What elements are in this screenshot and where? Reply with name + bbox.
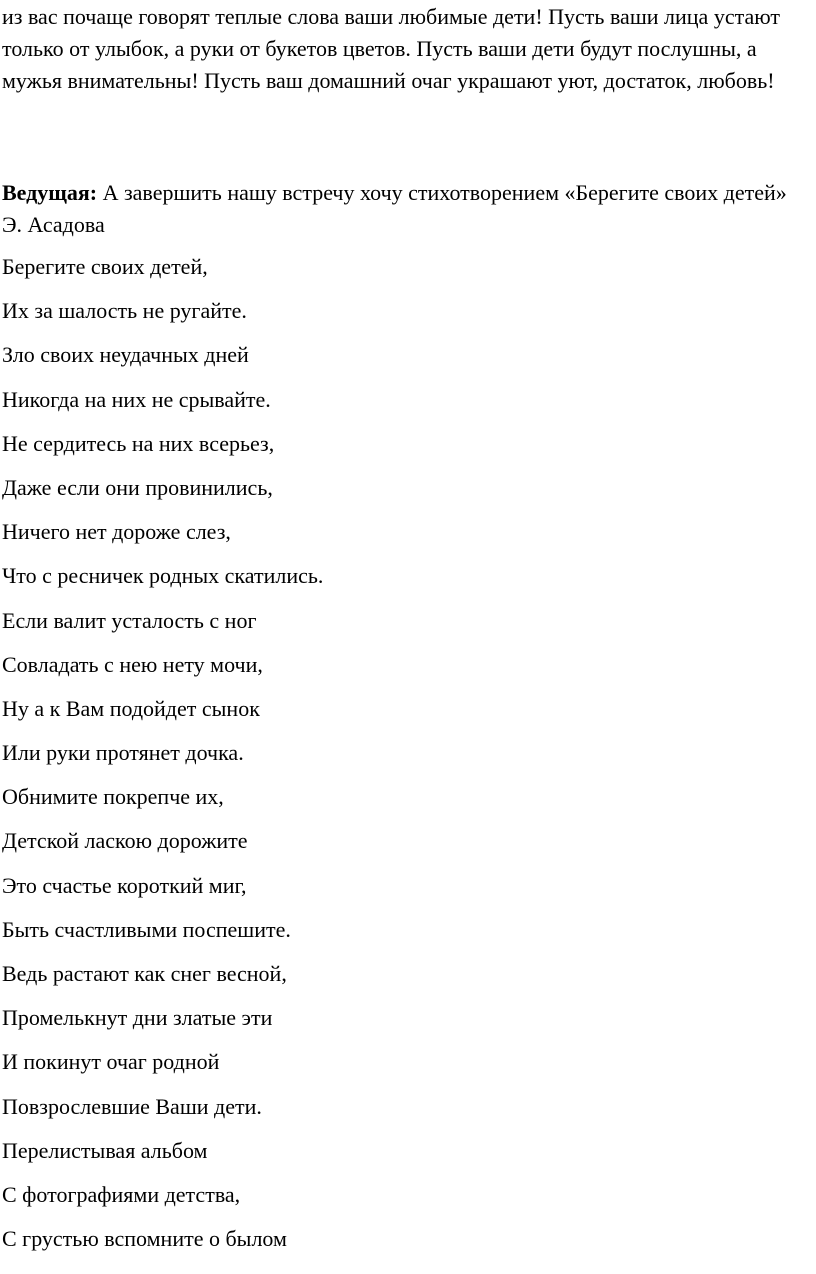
- poem-line: Зло своих неудачных дней: [2, 342, 249, 368]
- poem-line: И покинут очаг родной: [2, 1049, 220, 1075]
- poem-line: Или руки протянет дочка.: [2, 740, 244, 766]
- poem-line: С фотографиями детства,: [2, 1181, 241, 1207]
- poem-line: С грустью вспомните о былом: [2, 1226, 287, 1252]
- poem-line: Повзрослевшие Ваши дети.: [2, 1093, 262, 1119]
- poem-line: Перелистывая альбом: [2, 1137, 208, 1163]
- poem-line: Обнимите покрепче их,: [2, 784, 224, 810]
- poem-line: Ну а к Вам подойдет сынок: [2, 695, 260, 721]
- poem-line: Быть счастливыми поспешите.: [2, 916, 291, 942]
- host-speaker-label: Ведущая:: [2, 180, 98, 205]
- poem-line: Берегите своих детей,: [2, 254, 208, 279]
- poem-line: Совладать с нею нету мочи,: [2, 651, 263, 677]
- poem-line: Никогда на них не срывайте.: [2, 386, 271, 412]
- poem-line: Детской ласкою дорожите: [2, 828, 248, 854]
- poem-line: Ничего нет дороже слез,: [2, 519, 231, 545]
- host-paragraph: [2, 177, 812, 241]
- poem: [2, 251, 323, 1267]
- poem-line: Ведь растают как снег весной,: [2, 961, 287, 986]
- poem-line: Промелькнут дни златые эти: [2, 1005, 273, 1031]
- poem-line: Не сердитесь на них всерьез,: [2, 430, 275, 456]
- poem-line: Их за шалость не ругайте.: [2, 298, 247, 324]
- poem-line: Если валит усталость с ног: [2, 607, 257, 633]
- poem-line: Что с ресничек родных скатились.: [2, 563, 324, 589]
- poem-line: Даже если они провинились,: [2, 474, 273, 500]
- intro-paragraph: из вас почаще говорят теплые слова ваши любимые дети! Пусть ваши лица устают только от улыбок, а руки от букетов цветов. Пусть ваши дети будут послушны, а мужья внимательны! Пусть ваш домашний очаг украшают уют, достаток, любовь!: [2, 4, 780, 93]
- poem-line: Это счастье короткий миг,: [2, 872, 247, 898]
- host-speech-text: А завершить нашу встречу хочу стихотворением «Берегите своих детей» Э. Асадова: [2, 180, 787, 237]
